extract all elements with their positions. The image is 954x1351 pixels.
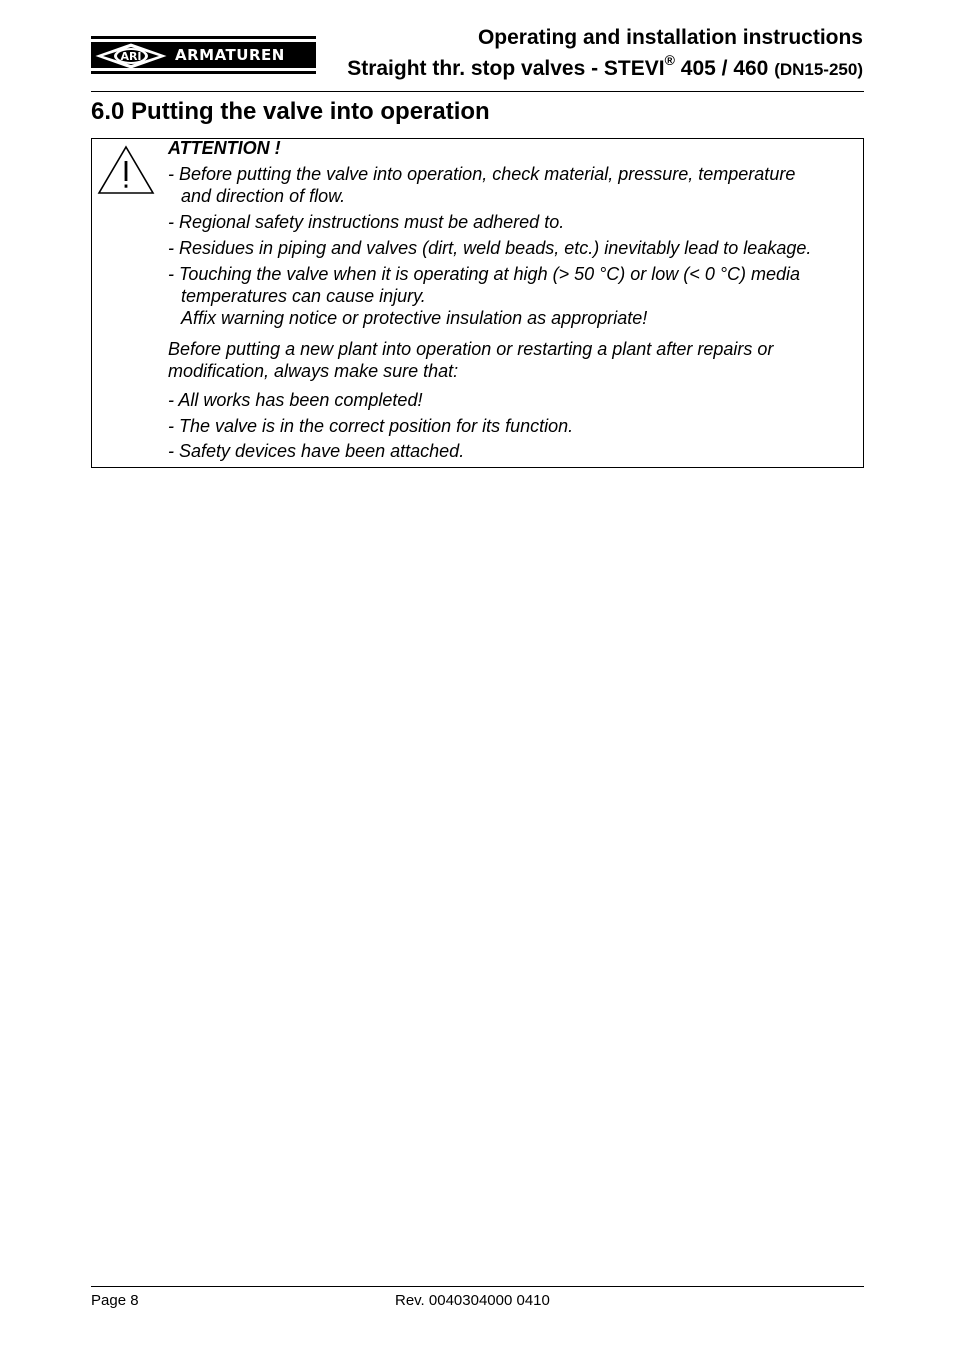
page-number: Page 8	[91, 1292, 139, 1309]
section-heading: 6.0 Putting the valve into operation	[91, 98, 490, 125]
warning-item-material-cont: and direction of flow.	[181, 186, 346, 206]
logo-banner	[91, 42, 316, 68]
checklist-item-works: - All works has been completed!	[168, 390, 423, 410]
checklist-intro-cont: modification, always make sure that:	[168, 361, 459, 381]
product-models: 405 / 460	[674, 57, 775, 80]
attention-box	[91, 138, 864, 468]
warning-triangle-icon	[97, 145, 155, 195]
registered-mark: ®	[664, 52, 675, 68]
warning-item-affix-notice: Affix warning notice or protective insulation as appropriate!	[181, 308, 648, 328]
checklist-item-safety: - Safety devices have been attached.	[168, 441, 465, 461]
brand-wordmark: ARMATUREN	[175, 46, 285, 64]
ari-emblem-icon	[95, 43, 167, 69]
warning-item-residues: - Residues in piping and valves (dirt, weld beads, etc.) inevitably lead to leakage.	[168, 238, 812, 258]
header-divider	[91, 91, 864, 92]
attention-heading: ATTENTION !	[168, 138, 281, 158]
checklist-item-position: - The valve is in the correct position for its function.	[168, 416, 574, 436]
product-name: Straight thr. stop valves - STEVI	[347, 57, 665, 80]
warning-item-temperature: - Touching the valve when it is operating at high (> 50 °C) or low (< 0 °C) media	[168, 264, 801, 284]
product-range: (DN15-250)	[774, 60, 863, 79]
company-logo	[91, 36, 316, 74]
footer-divider	[91, 1286, 864, 1287]
revision-number: Rev. 0040304000 0410	[395, 1292, 550, 1309]
checklist-intro: Before putting a new plant into operation or restarting a plant after repairs or	[168, 339, 774, 359]
svg-text:ARI: ARI	[120, 50, 142, 63]
warning-item-regional: - Regional safety instructions must be adhered to.	[168, 212, 565, 232]
product-title	[347, 54, 863, 81]
warning-item-material: - Before putting the valve into operation, check material, pressure, temperature	[168, 164, 796, 184]
document-title: Operating and installation instructions	[477, 26, 863, 49]
warning-item-temperature-cont: temperatures can cause injury.	[181, 286, 426, 306]
